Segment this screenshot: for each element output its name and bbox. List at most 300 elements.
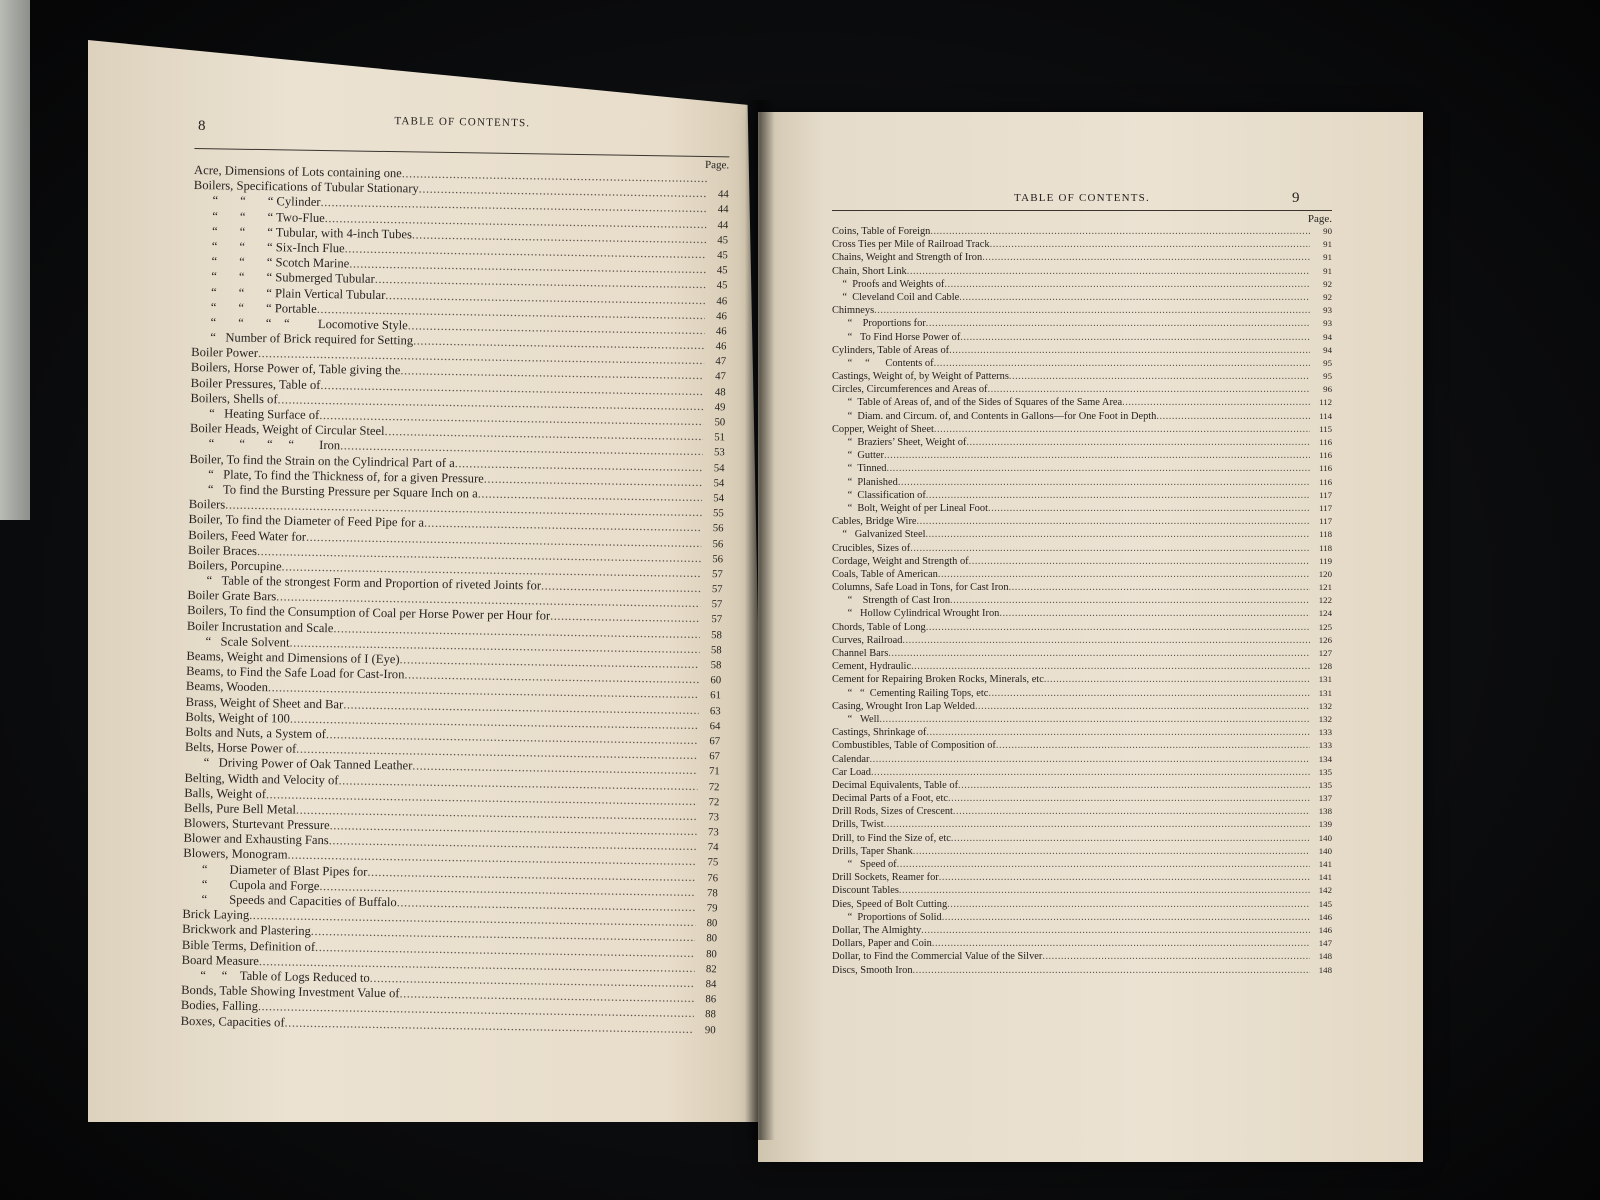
toc-entry-label: “ Well bbox=[832, 713, 880, 725]
toc-entry-page: 54 bbox=[713, 492, 725, 505]
toc-entry-page: 44 bbox=[717, 188, 729, 201]
toc-entry-label: “ Proportions for bbox=[832, 318, 926, 330]
toc-entry-label: Curves, Railroad bbox=[832, 634, 903, 646]
toc-entry-label: Boilers, Porcupine bbox=[187, 557, 282, 574]
toc-entry-page: 94 bbox=[1323, 331, 1332, 342]
toc-entry bbox=[832, 779, 1332, 792]
dot-leader bbox=[1009, 370, 1310, 383]
dot-leader bbox=[871, 766, 1310, 779]
dot-leader bbox=[934, 357, 1310, 370]
toc-entry-page: 116 bbox=[1319, 463, 1332, 474]
dot-leader bbox=[938, 568, 1310, 581]
toc-entry-label: “ “ “ Scotch Marine bbox=[192, 254, 350, 271]
toc-entry-label: “ Strength of Cast Iron bbox=[832, 595, 951, 607]
toc-entry-label: “ Proportions of Solid bbox=[832, 911, 942, 923]
dot-leader bbox=[966, 436, 1310, 449]
toc-entry-label: Drill, to Find the Size of, etc bbox=[832, 832, 951, 844]
toc-entry-label: Drills, Taper Shank bbox=[832, 845, 913, 857]
toc-entry-label: Boilers, Horse Power of, Table giving the bbox=[190, 360, 401, 378]
toc-entry-label: Belts, Horse Power of bbox=[184, 740, 297, 756]
toc-entry bbox=[832, 884, 1332, 897]
toc-entry-page: 96 bbox=[1323, 384, 1332, 395]
dot-leader bbox=[921, 924, 1310, 937]
toc-entry-page: 46 bbox=[715, 340, 727, 353]
toc-entry bbox=[832, 647, 1332, 660]
toc-entry-label: Boiler Heads, Weight of Circular Steel bbox=[189, 421, 385, 439]
toc-entry-page: 142 bbox=[1318, 885, 1332, 896]
toc-entry-label: Cement, Hydraulic bbox=[832, 661, 912, 673]
toc-entry-page: 133 bbox=[1318, 740, 1332, 751]
right-page-number: 9 bbox=[1292, 190, 1300, 206]
toc-entry-page: 140 bbox=[1318, 845, 1332, 856]
toc-entry bbox=[832, 792, 1332, 805]
toc-entry-page: 53 bbox=[713, 446, 725, 459]
toc-entry bbox=[832, 871, 1332, 884]
toc-entry-label: Circles, Circumferences and Areas of bbox=[832, 384, 988, 396]
toc-entry bbox=[832, 515, 1332, 528]
toc-entry-page: 48 bbox=[714, 385, 726, 398]
toc-entry-label: “ “ “ Six-Inch Flue bbox=[192, 238, 345, 256]
toc-entry-label: “ “ Table of Logs Reduced to bbox=[181, 967, 370, 985]
toc-entry-page: 117 bbox=[1319, 489, 1332, 500]
toc-entry-label: Bolts and Nuts, a System of bbox=[185, 724, 326, 742]
toc-entry bbox=[832, 528, 1332, 541]
toc-entry-page: 44 bbox=[717, 218, 729, 231]
toc-entry-label: “ Heating Surface of bbox=[190, 405, 320, 422]
toc-entry-label: Brick Laying bbox=[182, 907, 250, 923]
left-toc-list bbox=[181, 163, 730, 1037]
toc-entry-label: “ Planished bbox=[832, 476, 898, 488]
right-page-header: TABLE OF CONTENTS. bbox=[1014, 192, 1150, 204]
toc-entry bbox=[832, 713, 1332, 726]
toc-entry-page: 134 bbox=[1318, 753, 1332, 764]
toc-entry-page: 80 bbox=[706, 932, 718, 945]
toc-entry-page: 75 bbox=[707, 856, 719, 869]
toc-entry-page: 90 bbox=[1323, 226, 1332, 236]
toc-entry-page: 56 bbox=[712, 522, 724, 535]
toc-entry-label: Brass, Weight of Sheet and Bar bbox=[185, 694, 344, 711]
toc-entry-page: 56 bbox=[712, 552, 724, 566]
toc-entry-label: Drill Sockets, Reamer for bbox=[832, 872, 939, 884]
toc-entry bbox=[832, 858, 1332, 871]
toc-entry bbox=[832, 950, 1332, 963]
toc-entry-label: Drill Rods, Sizes of Crescent bbox=[832, 806, 953, 818]
dot-leader bbox=[1009, 581, 1310, 594]
dot-leader bbox=[975, 700, 1310, 713]
toc-entry-page: 119 bbox=[1319, 555, 1332, 566]
toc-entry bbox=[832, 462, 1332, 475]
dot-leader bbox=[911, 660, 1310, 673]
toc-entry-page: 58 bbox=[710, 659, 722, 672]
toc-entry-page: 147 bbox=[1318, 938, 1332, 949]
wall-background bbox=[0, 0, 30, 520]
toc-entry-page: 74 bbox=[707, 841, 719, 854]
toc-entry-page: 112 bbox=[1319, 397, 1332, 408]
dot-leader bbox=[996, 739, 1310, 752]
toc-entry bbox=[832, 898, 1332, 911]
dot-leader bbox=[988, 687, 1310, 700]
toc-entry bbox=[832, 911, 1332, 924]
toc-entry-page: 47 bbox=[715, 355, 727, 368]
toc-entry-page: 67 bbox=[709, 750, 721, 763]
toc-entry bbox=[832, 832, 1332, 845]
toc-entry-label: “ Plate, To find the Thickness of, for a given Pressure bbox=[189, 466, 484, 486]
toc-entry-page: 118 bbox=[1319, 542, 1332, 553]
toc-entry-label: Boilers, Shells of bbox=[190, 390, 278, 407]
right-page-column-label: Page. bbox=[1307, 213, 1332, 225]
toc-entry bbox=[832, 845, 1332, 858]
toc-entry-page: 132 bbox=[1318, 700, 1332, 711]
toc-entry bbox=[832, 607, 1332, 620]
toc-entry-page: 94 bbox=[1323, 344, 1332, 355]
toc-entry-page: 131 bbox=[1318, 674, 1332, 685]
toc-entry bbox=[832, 964, 1332, 977]
dot-leader bbox=[902, 634, 1310, 647]
dot-leader bbox=[951, 832, 1310, 845]
toc-entry bbox=[832, 726, 1332, 739]
left-page-number: 8 bbox=[198, 118, 206, 134]
dot-leader bbox=[926, 489, 1310, 502]
dot-leader bbox=[898, 476, 1310, 489]
toc-entry-page: 79 bbox=[706, 902, 718, 915]
toc-entry-label: “ Table of the strongest Form and Proportion of riveted Joints for bbox=[187, 573, 542, 593]
toc-entry-label: Boiler Incrustation and Scale bbox=[186, 618, 334, 635]
toc-entry-label: “ Diam. and Circum. of, and Contents in Gallons—for One Foot in Depth bbox=[832, 410, 1157, 422]
toc-entry-page: 45 bbox=[716, 264, 728, 277]
toc-entry-label: Coins, Table of Foreign bbox=[832, 226, 931, 237]
dot-leader bbox=[899, 884, 1310, 897]
toc-entry-page: 128 bbox=[1318, 661, 1332, 672]
toc-entry-label: “ Speed of bbox=[832, 859, 897, 870]
toc-entry-label: “ To find the Bursting Pressure per Square Inch on a bbox=[188, 481, 478, 501]
dot-leader bbox=[1042, 950, 1310, 963]
toc-entry-label: Cement for Repairing Broken Rocks, Minerals, etc bbox=[832, 674, 1044, 686]
toc-entry-label: Dies, Speed of Bolt Cutting bbox=[832, 898, 948, 910]
toc-entry-label: “ Table of Areas of, and of the Sides of Squares of the Same Area bbox=[832, 397, 1123, 409]
toc-entry-label: Blower and Exhausting Fans bbox=[183, 831, 329, 848]
toc-entry bbox=[832, 449, 1332, 462]
toc-entry-label: Cylinders, Table of Areas of bbox=[832, 344, 950, 356]
toc-entry-page: 137 bbox=[1318, 793, 1332, 804]
toc-entry bbox=[832, 700, 1332, 713]
toc-entry-label: Acre, Dimensions of Lots containing one bbox=[193, 162, 402, 181]
toc-entry-page: 127 bbox=[1318, 648, 1332, 658]
toc-entry-label: Bodies, Falling bbox=[180, 998, 259, 1014]
dot-leader bbox=[907, 265, 1310, 278]
left-page-content bbox=[181, 112, 730, 1037]
toc-entry-page: 120 bbox=[1318, 568, 1332, 579]
toc-entry-label: “ “ “ Portable bbox=[191, 299, 317, 316]
dot-leader bbox=[879, 713, 1310, 726]
toc-entry bbox=[832, 370, 1332, 383]
toc-entry-label: Boxes, Capacities of bbox=[180, 1013, 285, 1030]
toc-entry-label: Boilers bbox=[188, 497, 226, 512]
dot-leader bbox=[988, 383, 1310, 396]
dot-leader bbox=[947, 898, 1310, 911]
toc-entry-page: 148 bbox=[1318, 951, 1332, 962]
toc-entry bbox=[832, 687, 1332, 700]
toc-entry bbox=[832, 489, 1332, 502]
toc-entry-label: Boiler, To find the Diameter of Feed Pipe for a bbox=[188, 512, 425, 530]
toc-entry-page: 95 bbox=[1323, 357, 1332, 368]
toc-entry-page: 116 bbox=[1319, 476, 1332, 487]
toc-entry-label: Beams, Weight and Dimensions of I (Eye) bbox=[186, 648, 400, 667]
dot-leader bbox=[982, 251, 1310, 264]
left-page-header: TABLE OF CONTENTS. bbox=[394, 115, 531, 130]
toc-entry-label: Blowers, Sturtevant Pressure bbox=[183, 815, 330, 833]
dot-leader bbox=[1044, 673, 1310, 686]
toc-entry bbox=[832, 581, 1332, 594]
toc-entry-label: Boilers, Specifications of Tubular Stationary bbox=[193, 178, 419, 196]
toc-entry-page: 131 bbox=[1318, 687, 1332, 698]
toc-entry-page: 47 bbox=[715, 370, 727, 383]
dot-leader bbox=[932, 937, 1310, 950]
toc-entry-label: “ Galvanized Steel bbox=[832, 529, 926, 541]
toc-entry-page: 57 bbox=[711, 613, 723, 626]
toc-entry-page: 63 bbox=[709, 704, 721, 717]
toc-entry-label: Bolts, Weight of 100 bbox=[185, 709, 291, 726]
toc-entry-page: 54 bbox=[713, 476, 725, 490]
toc-entry-label: “ To Find Horse Power of bbox=[832, 331, 961, 343]
toc-entry-page: 64 bbox=[709, 719, 721, 733]
toc-entry-page: 86 bbox=[705, 993, 717, 1006]
toc-entry bbox=[832, 278, 1332, 291]
dot-leader bbox=[874, 304, 1310, 317]
toc-entry-label: “ “ Cementing Railing Tops, etc bbox=[832, 687, 989, 699]
dot-leader bbox=[953, 805, 1310, 818]
toc-entry-page: 56 bbox=[712, 537, 724, 550]
toc-entry bbox=[832, 818, 1332, 831]
toc-entry-page: 116 bbox=[1319, 450, 1332, 461]
toc-entry-label: Bonds, Table Showing Investment Value of bbox=[181, 983, 400, 1001]
toc-entry bbox=[832, 396, 1332, 409]
dot-leader bbox=[934, 423, 1310, 436]
dot-leader bbox=[913, 845, 1310, 858]
toc-entry-page: 93 bbox=[1323, 318, 1332, 329]
toc-entry-page: 55 bbox=[712, 507, 724, 520]
toc-entry-page: 148 bbox=[1318, 964, 1332, 975]
toc-entry-label: “ Cupola and Forge bbox=[182, 876, 320, 893]
toc-entry-page: 67 bbox=[709, 735, 721, 748]
toc-entry-label: “ “ “ “ Locomotive Style bbox=[191, 314, 408, 333]
toc-entry bbox=[832, 568, 1332, 581]
toc-entry-label: Copper, Weight of Sheet bbox=[832, 423, 934, 435]
toc-entry-label: “ “ “ Plain Vertical Tubular bbox=[192, 284, 386, 302]
toc-entry-label: Dollars, Paper and Coin bbox=[832, 938, 932, 950]
toc-entry-label: Chain, Short Link bbox=[832, 265, 907, 277]
dot-leader bbox=[926, 317, 1310, 330]
toc-entry-label: Blowers, Monogram bbox=[183, 846, 288, 862]
left-page-column-label: Page. bbox=[704, 159, 730, 172]
toc-entry-page: 126 bbox=[1318, 634, 1332, 645]
toc-entry-page: 60 bbox=[710, 674, 722, 687]
dot-leader bbox=[944, 278, 1310, 291]
toc-entry-page: 58 bbox=[711, 628, 722, 641]
right-toc-list bbox=[832, 225, 1332, 977]
toc-entry-label: Bells, Pure Bell Metal bbox=[183, 800, 297, 817]
toc-entry-label: “ Bolt, Weight of per Lineal Foot bbox=[832, 502, 988, 514]
toc-entry-page: 54 bbox=[713, 461, 725, 474]
dot-leader bbox=[884, 818, 1310, 831]
toc-entry-page: 132 bbox=[1318, 713, 1332, 724]
toc-entry-page: 115 bbox=[1319, 423, 1332, 434]
toc-entry-label: Boiler Braces bbox=[188, 542, 258, 558]
dot-leader bbox=[948, 792, 1310, 805]
toc-entry-page: 90 bbox=[704, 1023, 716, 1036]
book-spine bbox=[745, 100, 775, 1140]
toc-entry-page: 57 bbox=[711, 598, 723, 611]
toc-entry-page: 139 bbox=[1318, 819, 1332, 830]
toc-entry-page: 146 bbox=[1318, 924, 1332, 935]
toc-entry-label: Decimal Parts of a Foot, etc bbox=[832, 793, 948, 805]
toc-entry bbox=[832, 225, 1332, 238]
toc-entry-label: “ Tinned bbox=[832, 463, 887, 475]
toc-entry-label: Channel Bars bbox=[832, 648, 889, 659]
toc-entry-label: Discount Tables bbox=[832, 885, 899, 897]
toc-entry-page: 117 bbox=[1319, 516, 1332, 527]
toc-entry-page: 46 bbox=[716, 309, 727, 323]
toc-entry bbox=[832, 673, 1332, 686]
toc-entry-page: 138 bbox=[1318, 806, 1332, 817]
dot-leader bbox=[930, 225, 1310, 238]
toc-entry bbox=[832, 265, 1332, 278]
toc-entry-page: 146 bbox=[1318, 911, 1332, 922]
toc-entry-label: Castings, Weight of, by Weight of Patterns bbox=[832, 371, 1009, 383]
toc-entry-label: Boilers, To find the Consumption of Coal per Horse Power per Hour for bbox=[187, 603, 551, 624]
toc-entry-page: 122 bbox=[1318, 595, 1332, 606]
dot-leader bbox=[897, 858, 1310, 871]
toc-entry bbox=[832, 555, 1332, 568]
toc-entry-page: 140 bbox=[1318, 832, 1332, 843]
toc-entry-page: 145 bbox=[1318, 898, 1332, 909]
toc-entry-label: “ Gutter bbox=[832, 450, 884, 462]
dot-leader bbox=[949, 344, 1310, 357]
toc-entry bbox=[832, 805, 1332, 818]
toc-entry-label: Brickwork and Plastering bbox=[182, 922, 311, 939]
toc-entry bbox=[832, 238, 1332, 251]
toc-entry bbox=[832, 766, 1332, 779]
toc-entry-page: 117 bbox=[1319, 502, 1332, 513]
dot-leader bbox=[926, 621, 1310, 634]
toc-entry-page: 49 bbox=[714, 401, 726, 414]
toc-entry-label: “ Cleveland Coil and Cable bbox=[832, 291, 960, 303]
dot-leader bbox=[910, 542, 1310, 555]
dot-leader bbox=[888, 647, 1310, 660]
toc-entry-label: Bible Terms, Definition of bbox=[181, 937, 316, 954]
toc-entry-label: “ Hollow Cylindrical Wrought Iron bbox=[832, 608, 1000, 620]
toc-entry-label: Chains, Weight and Strength of Iron bbox=[832, 252, 983, 264]
toc-entry-label: Crucibles, Sizes of bbox=[832, 542, 911, 554]
toc-entry-page: 73 bbox=[707, 826, 719, 839]
dot-leader bbox=[886, 462, 1310, 475]
toc-entry-label: Calendar bbox=[832, 753, 870, 765]
dot-leader bbox=[960, 331, 1310, 344]
toc-entry-label: “ Proofs and Weights of bbox=[832, 278, 945, 290]
toc-entry-label: Columns, Safe Load in Tons, for Cast Iron bbox=[832, 582, 1009, 594]
toc-entry-label: Discs, Smooth Iron bbox=[832, 964, 913, 976]
toc-entry-page: 121 bbox=[1318, 582, 1332, 593]
toc-entry bbox=[832, 383, 1332, 396]
toc-entry-page: 91 bbox=[1323, 239, 1332, 250]
toc-entry-label: Cordage, Weight and Strength of bbox=[832, 555, 969, 567]
toc-entry-label: “ Scale Solvent bbox=[186, 633, 290, 650]
toc-entry-label: Drills, Twist bbox=[832, 819, 884, 831]
toc-entry-page: 45 bbox=[717, 249, 728, 262]
toc-entry-label: “ Classification of bbox=[832, 489, 926, 501]
toc-entry bbox=[832, 410, 1332, 423]
toc-entry-label: Decimal Equivalents, Table of bbox=[832, 779, 959, 791]
toc-entry bbox=[832, 344, 1332, 357]
toc-entry-page: 141 bbox=[1318, 872, 1332, 883]
toc-entry-page: 91 bbox=[1323, 252, 1332, 263]
toc-entry-label: Balls, Weight of bbox=[184, 785, 267, 801]
toc-entry bbox=[832, 317, 1332, 330]
dot-leader bbox=[926, 726, 1310, 739]
toc-entry-page: 84 bbox=[705, 978, 717, 991]
toc-entry-label: Car Load bbox=[832, 766, 871, 778]
toc-entry bbox=[832, 660, 1332, 673]
toc-entry-label: Boiler Pressures, Table of bbox=[190, 375, 321, 392]
right-header-rule bbox=[832, 210, 1332, 211]
toc-entry bbox=[832, 436, 1332, 449]
toc-entry-page: 124 bbox=[1318, 608, 1332, 619]
toc-entry-label: “ Number of Brick required for Setting bbox=[191, 330, 414, 348]
toc-entry-page: 93 bbox=[1323, 305, 1332, 316]
dot-leader bbox=[913, 964, 1310, 977]
toc-entry-page: 91 bbox=[1323, 265, 1332, 276]
toc-entry-label: Beams, Wooden bbox=[185, 679, 269, 695]
dot-leader bbox=[925, 528, 1310, 541]
toc-entry-label: Boilers, Feed Water for bbox=[188, 527, 307, 544]
toc-entry-label: “ “ “ “ Iron bbox=[189, 436, 341, 453]
dot-leader bbox=[959, 291, 1310, 304]
toc-entry-page: 61 bbox=[710, 689, 721, 702]
toc-entry-page: 45 bbox=[717, 233, 729, 247]
toc-entry-page: 125 bbox=[1318, 621, 1332, 632]
toc-entry-label: “ “ “ Submerged Tubular bbox=[192, 269, 375, 287]
toc-entry bbox=[832, 357, 1332, 370]
dot-leader bbox=[917, 515, 1310, 528]
toc-entry-page: 118 bbox=[1319, 529, 1332, 540]
toc-entry-page: 78 bbox=[706, 886, 718, 900]
toc-entry-page: 80 bbox=[706, 947, 717, 960]
toc-entry-label: Dollar, to Find the Commercial Value of the Silver bbox=[832, 951, 1043, 963]
toc-entry-label: Belting, Width and Velocity of bbox=[184, 770, 339, 787]
toc-entry bbox=[832, 937, 1332, 950]
toc-entry bbox=[832, 924, 1332, 937]
dot-leader bbox=[942, 911, 1310, 924]
toc-entry bbox=[832, 634, 1332, 647]
toc-entry bbox=[832, 542, 1332, 555]
right-page-content bbox=[832, 192, 1332, 977]
toc-entry-label: Combustibles, Table of Composition of bbox=[832, 740, 996, 752]
toc-entry-page: 44 bbox=[717, 203, 729, 216]
toc-entry-page: 88 bbox=[705, 1008, 716, 1021]
toc-entry-label: Coals, Table of American bbox=[832, 568, 938, 580]
toc-entry-page: 95 bbox=[1323, 371, 1332, 382]
dot-leader bbox=[950, 594, 1310, 607]
toc-entry bbox=[832, 502, 1332, 515]
toc-entry bbox=[832, 251, 1332, 264]
toc-entry bbox=[832, 476, 1332, 489]
dot-leader bbox=[990, 238, 1310, 251]
toc-entry-label: “ Speeds and Capacities of Buffalo bbox=[182, 891, 397, 910]
toc-entry-label: “ “ Contents of bbox=[832, 357, 934, 369]
toc-entry-page: 72 bbox=[708, 795, 720, 809]
toc-entry bbox=[832, 753, 1332, 766]
dot-leader bbox=[999, 607, 1310, 620]
toc-entry-page: 114 bbox=[1319, 410, 1332, 421]
